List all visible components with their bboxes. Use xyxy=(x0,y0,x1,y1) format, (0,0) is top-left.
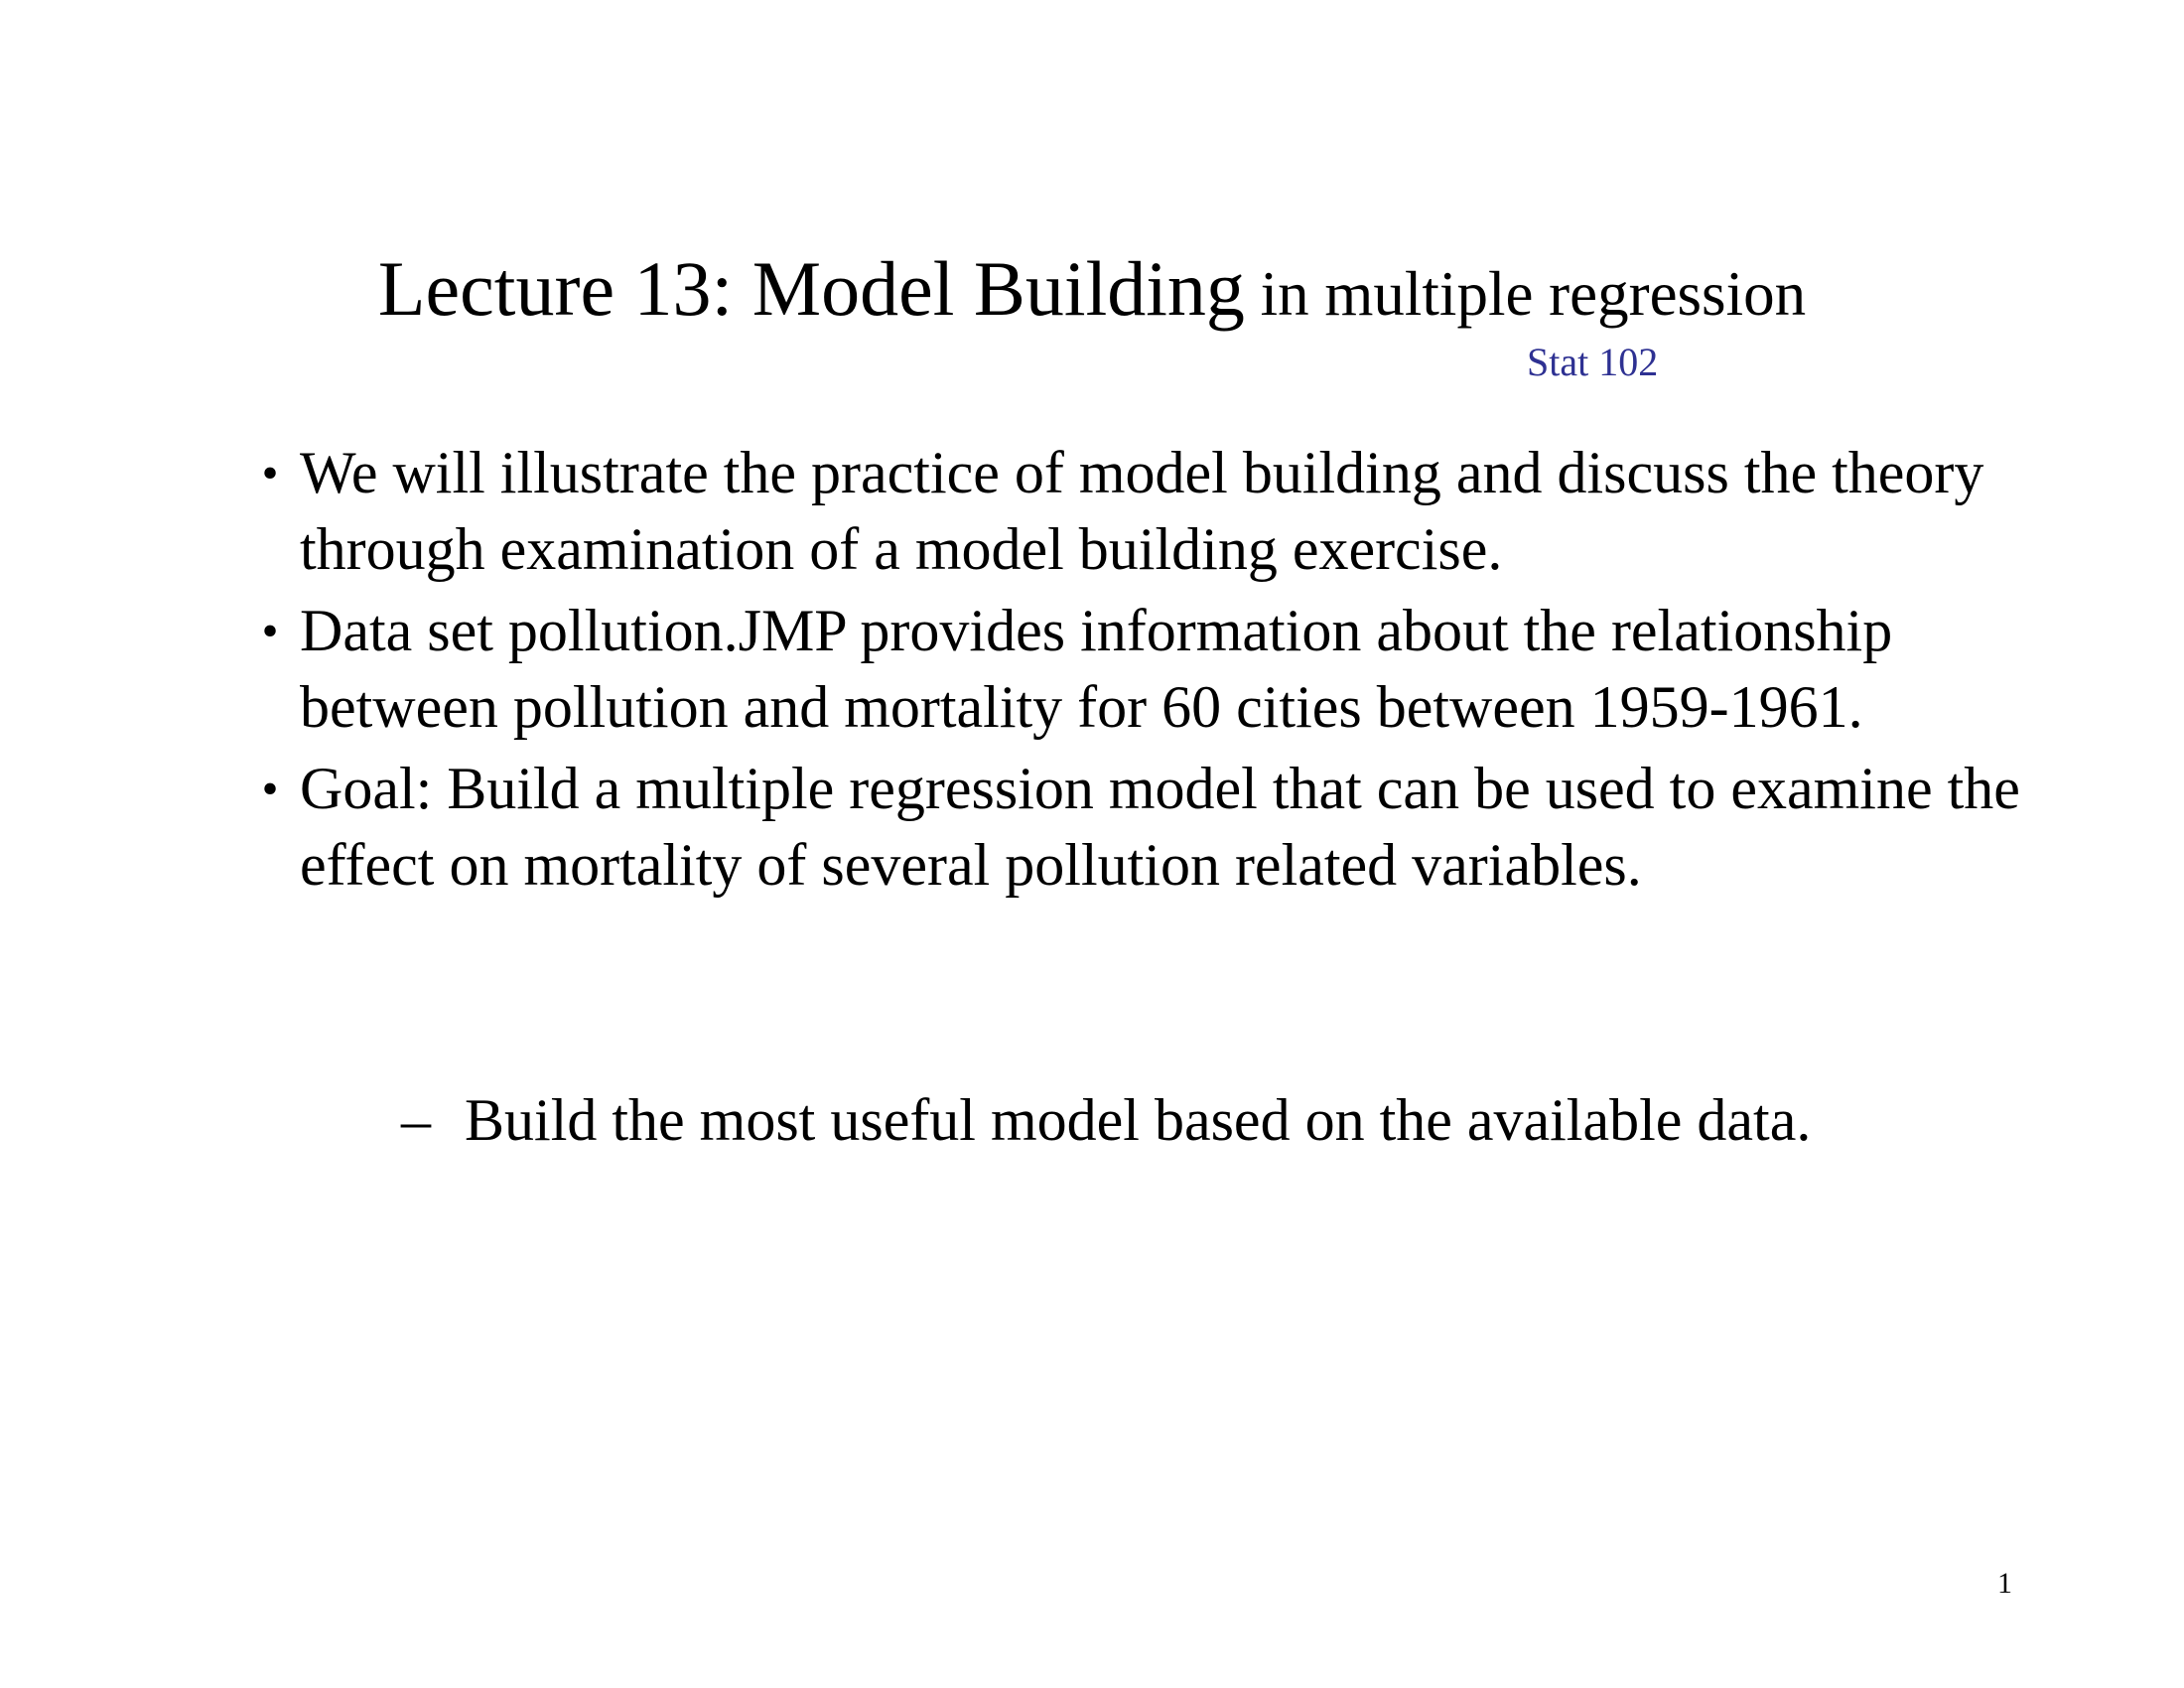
slide-title xyxy=(0,245,2184,332)
bullet-item xyxy=(250,435,2037,588)
sub-bullet-marker: – xyxy=(401,1087,431,1153)
bullet-item xyxy=(250,751,2037,904)
bullet-text: Data set pollution.JMP provides information about the relationship between pollution and mortality for 60 cities between 1959-1961. xyxy=(300,598,1893,740)
course-label: Stat 102 xyxy=(1527,340,1659,384)
sub-bullet-item xyxy=(401,1082,1811,1159)
bullet-marker: • xyxy=(261,605,279,657)
slide-title-subtitle: in multiple regression xyxy=(1244,259,1807,329)
bullet-marker: • xyxy=(261,763,279,815)
slide-title-main: Lecture 13: Model Building xyxy=(377,245,1245,332)
bullet-marker: • xyxy=(261,447,279,499)
page-number: 1 xyxy=(1997,1567,2012,1600)
bullet-list xyxy=(250,435,2037,909)
bullet-text: Goal: Build a multiple regression model that can be used to examine the effect on mortality of several pollution related variables. xyxy=(300,756,2020,898)
sub-bullet-text: Build the most useful model based on the available data. xyxy=(465,1087,1812,1153)
bullet-text: We will illustrate the practice of model building and discuss the theory through examination of a model building exercise. xyxy=(300,440,1984,582)
bullet-item xyxy=(250,593,2037,746)
